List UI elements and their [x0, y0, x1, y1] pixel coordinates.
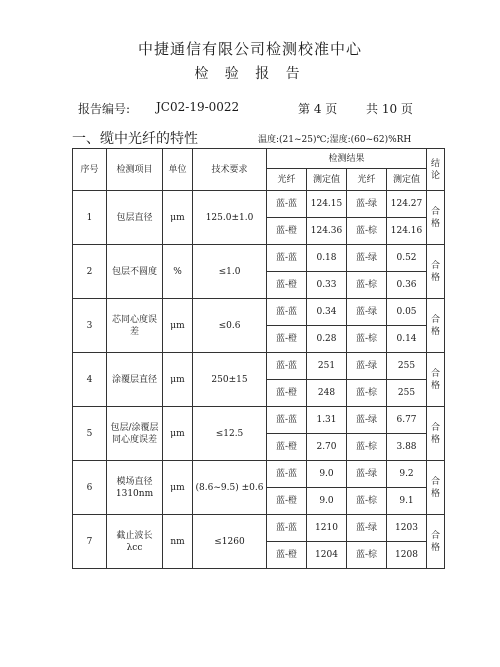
table-row [73, 245, 445, 272]
row-item: 涂覆层直径 [107, 353, 163, 407]
fiber-label: 蓝-蓝 [267, 461, 307, 488]
report-number-label: 报告编号: [78, 102, 131, 116]
measured-value: 0.33 [307, 272, 347, 299]
measured-value: 3.88 [387, 434, 427, 461]
measured-value: 9.0 [307, 461, 347, 488]
header-fiber: 光纤 [267, 169, 307, 191]
fiber-label: 蓝-绿 [347, 407, 387, 434]
row-seq: 4 [73, 353, 107, 407]
row-conclusion: 合格 [427, 245, 445, 299]
header-conclusion: 结论 [427, 149, 445, 191]
fiber-characteristics-table [72, 148, 445, 569]
fiber-label: 蓝-绿 [347, 245, 387, 272]
fiber-label: 蓝-棕 [347, 218, 387, 245]
fiber-label: 蓝-橙 [267, 326, 307, 353]
measured-value: 2.70 [307, 434, 347, 461]
row-item: 包层直径 [107, 191, 163, 245]
header-fiber: 光纤 [347, 169, 387, 191]
row-conclusion: 合格 [427, 353, 445, 407]
fiber-label: 蓝-蓝 [267, 407, 307, 434]
table-row [73, 515, 445, 542]
measured-value: 1204 [307, 542, 347, 569]
header-requirement: 技术要求 [193, 149, 267, 191]
fiber-label: 蓝-棕 [347, 380, 387, 407]
measured-value: 0.28 [307, 326, 347, 353]
table-row [73, 191, 445, 218]
row-requirement: ≤0.6 [193, 299, 267, 353]
measured-value: 124.27 [387, 191, 427, 218]
measured-value: 0.05 [387, 299, 427, 326]
measured-value: 9.0 [307, 488, 347, 515]
row-seq: 5 [73, 407, 107, 461]
section-title: 一、缆中光纤的特性 [72, 131, 198, 147]
header-measured: 测定值 [307, 169, 347, 191]
row-item: 包层/涂覆层同心度误差 [107, 407, 163, 461]
row-seq: 7 [73, 515, 107, 569]
row-requirement: ≤1260 [193, 515, 267, 569]
header-unit: 单位 [163, 149, 193, 191]
row-unit: μm [163, 461, 193, 515]
fiber-label: 蓝-橙 [267, 218, 307, 245]
measured-value: 255 [387, 353, 427, 380]
row-item: 包层不圆度 [107, 245, 163, 299]
table-row [73, 407, 445, 434]
fiber-label: 蓝-棕 [347, 326, 387, 353]
total-pages: 共 10 页 [366, 102, 413, 116]
measured-value: 6.77 [387, 407, 427, 434]
fiber-label: 蓝-绿 [347, 191, 387, 218]
measured-value: 1210 [307, 515, 347, 542]
fiber-label: 蓝-蓝 [267, 191, 307, 218]
test-conditions: 温度:(21~25)℃;湿度:(60~62)%RH [258, 135, 412, 145]
row-requirement: (8.6~9.5) ±0.6 [193, 461, 267, 515]
row-requirement: 125.0±1.0 [193, 191, 267, 245]
row-requirement: ≤1.0 [193, 245, 267, 299]
report-number: JC02-19-0022 [156, 100, 240, 114]
row-item: 截止波长λcc [107, 515, 163, 569]
row-unit: μm [163, 353, 193, 407]
report-title: 检 验 报 告 [194, 66, 306, 82]
header-results: 检测结果 [267, 149, 427, 169]
table-row [73, 353, 445, 380]
fiber-label: 蓝-橙 [267, 380, 307, 407]
measured-value: 124.15 [307, 191, 347, 218]
organization-name: 中捷通信有限公司检测校准中心 [137, 40, 362, 58]
measured-value: 0.36 [387, 272, 427, 299]
row-seq: 6 [73, 461, 107, 515]
row-unit: μm [163, 191, 193, 245]
page-number: 第 4 页 [298, 102, 338, 116]
row-unit: % [163, 245, 193, 299]
measured-value: 248 [307, 380, 347, 407]
row-conclusion: 合格 [427, 407, 445, 461]
fiber-label: 蓝-蓝 [267, 245, 307, 272]
measured-value: 9.1 [387, 488, 427, 515]
row-seq: 2 [73, 245, 107, 299]
header-item: 检测项目 [107, 149, 163, 191]
fiber-label: 蓝-绿 [347, 515, 387, 542]
table-row [73, 299, 445, 326]
fiber-label: 蓝-蓝 [267, 353, 307, 380]
fiber-label: 蓝-绿 [347, 353, 387, 380]
fiber-label: 蓝-橙 [267, 488, 307, 515]
measured-value: 0.14 [387, 326, 427, 353]
row-item: 模场直径1310nm [107, 461, 163, 515]
header-measured: 测定值 [387, 169, 427, 191]
row-requirement: ≤12.5 [193, 407, 267, 461]
measured-value: 124.36 [307, 218, 347, 245]
measured-value: 1.31 [307, 407, 347, 434]
measured-value: 255 [387, 380, 427, 407]
row-requirement: 250±15 [193, 353, 267, 407]
fiber-label: 蓝-棕 [347, 542, 387, 569]
row-unit: nm [163, 515, 193, 569]
measured-value: 9.2 [387, 461, 427, 488]
measured-value: 1203 [387, 515, 427, 542]
fiber-label: 蓝-橙 [267, 542, 307, 569]
fiber-label: 蓝-棕 [347, 272, 387, 299]
fiber-label: 蓝-棕 [347, 488, 387, 515]
fiber-label: 蓝-橙 [267, 434, 307, 461]
fiber-label: 蓝-棕 [347, 434, 387, 461]
fiber-label: 蓝-蓝 [267, 299, 307, 326]
measured-value: 1208 [387, 542, 427, 569]
table-row [73, 461, 445, 488]
row-unit: μm [163, 299, 193, 353]
row-seq: 3 [73, 299, 107, 353]
row-conclusion: 合格 [427, 191, 445, 245]
fiber-label: 蓝-绿 [347, 299, 387, 326]
header-seq: 序号 [73, 149, 107, 191]
measured-value: 0.18 [307, 245, 347, 272]
measured-value: 0.34 [307, 299, 347, 326]
row-item: 芯同心度误差 [107, 299, 163, 353]
fiber-label: 蓝-蓝 [267, 515, 307, 542]
row-conclusion: 合格 [427, 461, 445, 515]
row-seq: 1 [73, 191, 107, 245]
measured-value: 0.52 [387, 245, 427, 272]
row-conclusion: 合格 [427, 299, 445, 353]
row-unit: μm [163, 407, 193, 461]
measured-value: 251 [307, 353, 347, 380]
measured-value: 124.16 [387, 218, 427, 245]
fiber-label: 蓝-橙 [267, 272, 307, 299]
row-conclusion: 合格 [427, 515, 445, 569]
fiber-label: 蓝-绿 [347, 461, 387, 488]
